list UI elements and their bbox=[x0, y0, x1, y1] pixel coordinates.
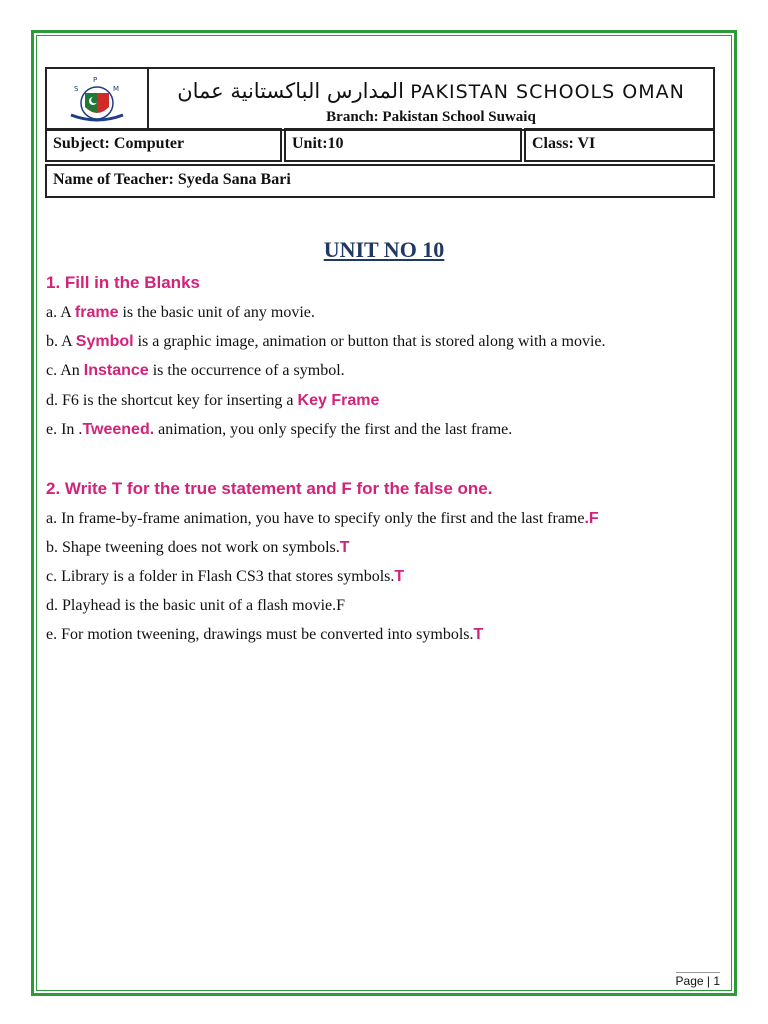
class-cell: Class: VI bbox=[524, 128, 715, 162]
unit-title: UNIT NO 10 bbox=[323, 237, 445, 262]
unit-cell: Unit:10 bbox=[284, 128, 522, 162]
logo-cell bbox=[47, 69, 149, 129]
section2-heading: 2. Write T for the true statement and F for the false one. bbox=[46, 479, 493, 498]
subject-cell: Subject: Computer bbox=[45, 128, 282, 162]
section1-heading: 1. Fill in the Blanks bbox=[46, 273, 200, 292]
tf-answer: T bbox=[394, 568, 405, 585]
tf-item-d: d. Playhead is the basic unit of a flash movie.F bbox=[46, 597, 346, 614]
header-table bbox=[45, 67, 715, 199]
tf-answer: T bbox=[473, 626, 484, 643]
blank-answer: Instance bbox=[83, 362, 149, 379]
blank-item-d: d. F6 is the shortcut key for inserting a Key Frame bbox=[46, 392, 380, 409]
tf-item-c: c. Library is a folder in Flash CS3 that stores symbols.T bbox=[46, 568, 405, 585]
header-info-row bbox=[45, 128, 715, 162]
logo-letter-p: P bbox=[93, 76, 98, 84]
tf-item-e: e. For motion tweening, drawings must be converted into symbols.T bbox=[46, 626, 484, 643]
blank-item-a: a. A frame is the basic unit of any movie. bbox=[46, 304, 315, 321]
tf-answer: .F bbox=[584, 510, 599, 527]
school-name-english: PAKISTAN SCHOOLS OMAN bbox=[410, 81, 685, 103]
blank-item-e: e. In .Tweened. animation, you only specify the first and the last frame. bbox=[46, 421, 513, 438]
blank-item-b: b. A Symbol is a graphic image, animation or button that is stored along with a movie. bbox=[46, 333, 606, 350]
blank-answer: Key Frame bbox=[297, 392, 380, 409]
tf-answer: T bbox=[339, 539, 350, 556]
blank-item-c: c. An Instance is the occurrence of a symbol. bbox=[46, 362, 345, 379]
school-name-arabic: المدارس الباكستانية عمان bbox=[177, 79, 404, 103]
school-name bbox=[149, 79, 713, 103]
header-top-row bbox=[45, 67, 715, 131]
school-logo bbox=[47, 69, 147, 129]
blank-answer: Symbol bbox=[75, 333, 134, 350]
logo-letter-m: M bbox=[113, 85, 120, 93]
blank-answer: Tweened. bbox=[82, 421, 155, 438]
branch-name: Branch: Pakistan School Suwaiq bbox=[326, 109, 536, 125]
page-number: Page | 1 bbox=[675, 974, 720, 988]
tf-item-b: b. Shape tweening does not work on symbols.T bbox=[46, 539, 350, 556]
logo-letter-s: S bbox=[74, 85, 79, 93]
teacher-cell: Name of Teacher: Syeda Sana Bari bbox=[45, 164, 715, 198]
tf-item-a: a. In frame-by-frame animation, you have to specify only the first and the last frame.F bbox=[46, 510, 599, 527]
blank-answer: frame bbox=[74, 304, 119, 321]
school-name-cell bbox=[149, 69, 713, 129]
